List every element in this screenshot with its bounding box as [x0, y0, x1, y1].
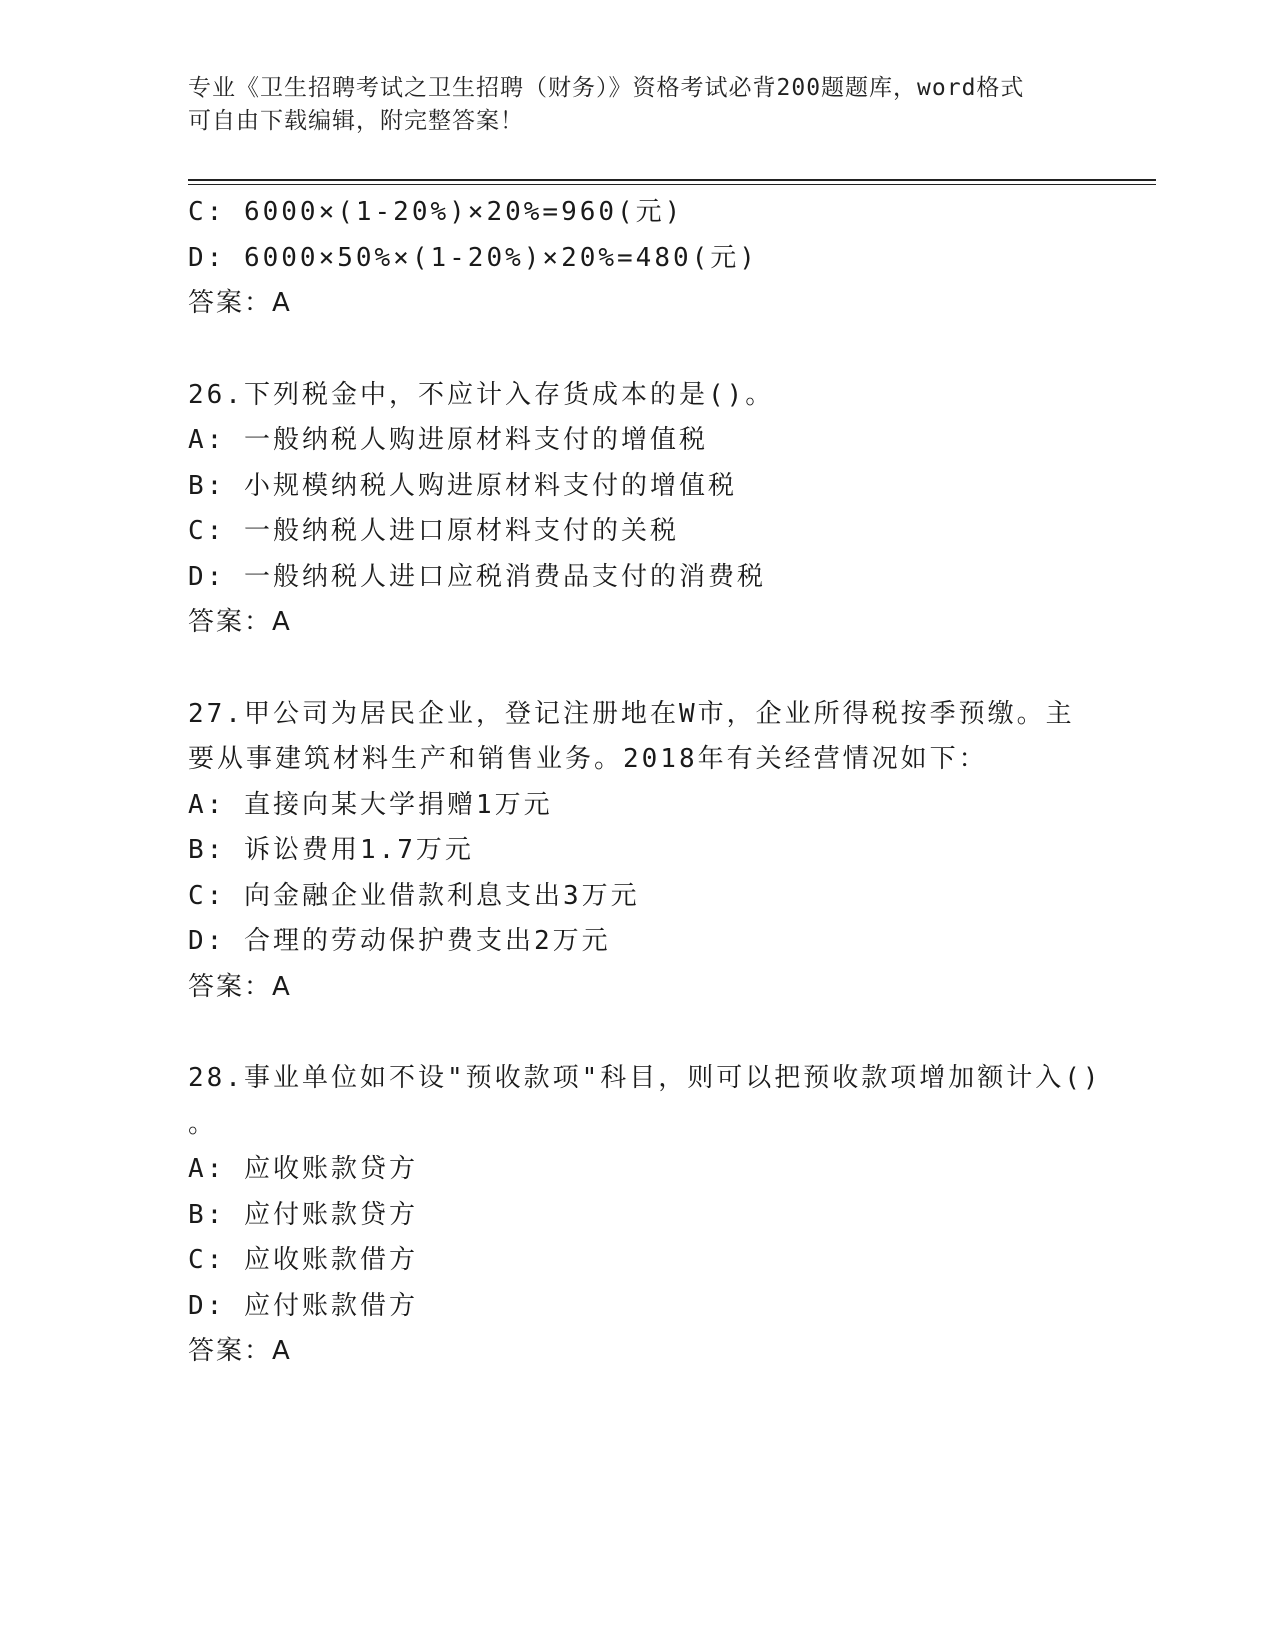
option-d: D: 合理的劳动保护费支出2万元 [188, 926, 611, 956]
answer-line: 答案：A [188, 288, 292, 318]
option-c: C: 向金融企业借款利息支出3万元 [188, 880, 640, 911]
document-body [188, 190, 1102, 1375]
option-d: D: 一般纳税人进口应税消费品支付的消费税 [188, 561, 766, 592]
option-a: A: 一般纳税人购进原材料支付的增值税 [188, 425, 708, 455]
option-d: D: 6000×50%×(1-20%)×20%=480(元) [188, 242, 758, 273]
question-stem: 26.下列税金中，不应计入存货成本的是()。 [188, 379, 775, 410]
option-c: C: 一般纳税人进口原材料支付的关税 [188, 516, 679, 546]
header-rule-thick [188, 179, 1156, 181]
option-c: C: 应收账款借方 [188, 1245, 418, 1275]
header-rule-thin [188, 184, 1156, 185]
question-27 [188, 692, 1088, 1011]
question-28 [188, 1056, 1102, 1375]
option-a: A: 直接向某大学捐赠1万元 [188, 789, 553, 820]
option-c: C: 6000×(1-20%)×20%=960(元) [188, 197, 684, 227]
answer-line: 答案：A [188, 971, 292, 1002]
option-a: A: 应收账款贷方 [188, 1154, 418, 1184]
document-header [188, 72, 1088, 138]
option-b: B: 应付账款贷方 [188, 1199, 418, 1230]
answer-line: 答案：A [188, 607, 292, 637]
question-stem-line-1: 27.甲公司为居民企业，登记注册地在W市，企业所得税按季预缴。主 [188, 698, 1075, 729]
question-stem-line-2: 。 [188, 1108, 218, 1139]
option-d: D: 应付账款借方 [188, 1290, 418, 1321]
question-25-continued [188, 190, 1088, 327]
question-stem-line-1: 28.事业单位如不设"预收款项"科目，则可以把预收款项增加额计入() [188, 1063, 1102, 1093]
option-b: B: 小规模纳税人购进原材料支付的增值税 [188, 470, 737, 501]
spacer [188, 646, 1088, 692]
spacer [188, 1010, 1088, 1056]
header-title-line-1: 专业《卫生招聘考试之卫生招聘（财务）》资格考试必背200题题库，word格式 [188, 75, 1025, 101]
question-stem-line-2: 要从事建筑材料生产和销售业务。2018年有关经营情况如下： [188, 744, 988, 774]
spacer [188, 327, 1088, 373]
header-title-line-2: 可自由下载编辑，附完整答案！ [188, 108, 524, 134]
question-26 [188, 373, 1088, 646]
option-b: B: 诉讼费用1.7万元 [188, 835, 474, 865]
answer-line: 答案：A [188, 1336, 292, 1366]
